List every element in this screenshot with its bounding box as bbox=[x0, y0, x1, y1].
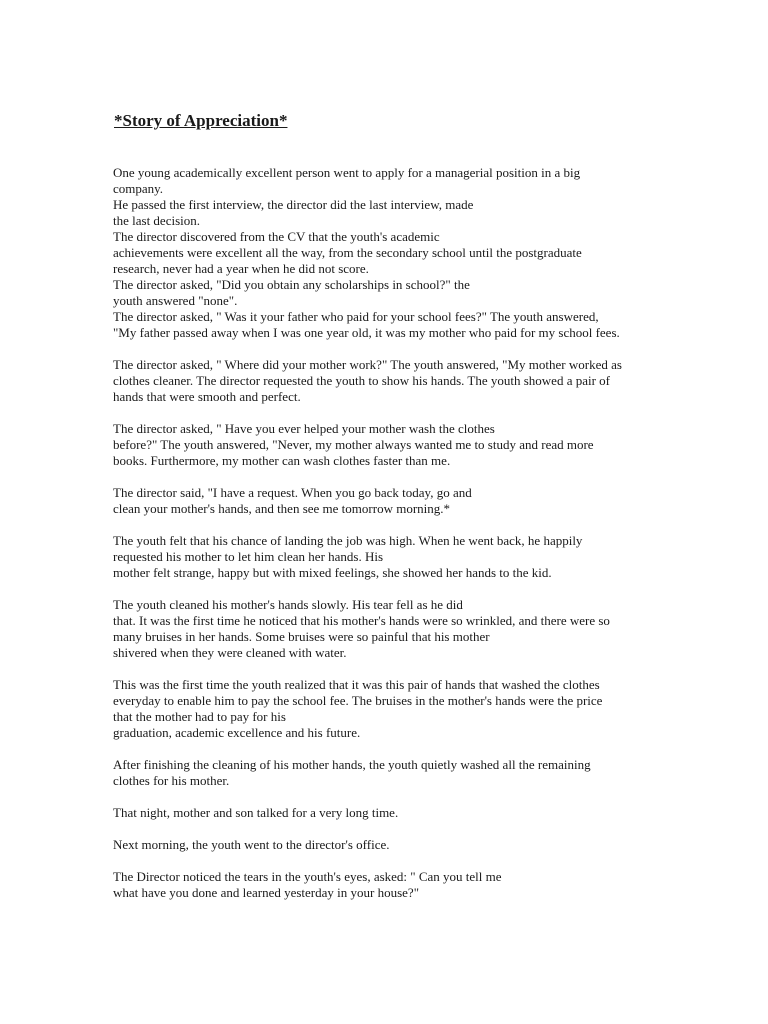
text-line: That night, mother and son talked for a very long time. bbox=[113, 805, 399, 820]
text-line: The youth cleaned his mother's hands slowly. His tear fell as he did bbox=[113, 597, 463, 612]
text-line: many bruises in her hands. Some bruises were so painful that his mother bbox=[113, 629, 490, 644]
text-line: Next morning, the youth went to the director's office. bbox=[113, 837, 390, 852]
text-line: The director discovered from the CV that the youth's academic bbox=[113, 229, 440, 244]
text-line: shivered when they were cleaned with water. bbox=[113, 645, 347, 660]
text-line: clean your mother's hands, and then see me tomorrow morning.* bbox=[113, 501, 451, 516]
text-line: that. It was the first time he noticed that his mother's hands were so wrinkled, and there were so bbox=[113, 613, 610, 628]
text-line: what have you done and learned yesterday in your house?" bbox=[113, 885, 420, 900]
text-line: that the mother had to pay for his bbox=[113, 709, 286, 724]
text-line: graduation, academic excellence and his future. bbox=[113, 725, 361, 740]
story-paragraph bbox=[113, 485, 673, 517]
story-paragraph bbox=[113, 677, 673, 741]
story-paragraph bbox=[113, 357, 673, 405]
story-paragraph bbox=[113, 421, 673, 469]
text-line: before?" The youth answered, "Never, my mother always wanted me to study and read more bbox=[113, 437, 594, 452]
story-paragraph bbox=[113, 869, 673, 901]
story-paragraph bbox=[113, 165, 673, 341]
text-line: hands that were smooth and perfect. bbox=[113, 389, 301, 404]
text-line: He passed the first interview, the director did the last interview, made bbox=[113, 197, 474, 212]
text-line: achievements were excellent all the way, from the secondary school until the postgraduate bbox=[113, 245, 582, 260]
text-line: company. bbox=[113, 181, 164, 196]
story-title: *Story of Appreciation* bbox=[114, 111, 288, 130]
text-line: everyday to enable him to pay the school fee. The bruises in the mother's hands were the price bbox=[113, 693, 603, 708]
story-paragraph bbox=[113, 533, 673, 581]
text-line: books. Furthermore, my mother can wash clothes faster than me. bbox=[113, 453, 451, 468]
text-line: requested his mother to let him clean her hands. His bbox=[113, 549, 384, 564]
text-line: The Director noticed the tears in the youth's eyes, asked: " Can you tell me bbox=[113, 869, 502, 884]
text-line: The director asked, " Have you ever helped your mother wash the clothes bbox=[113, 421, 495, 436]
text-line: The youth felt that his chance of landing the job was high. When he went back, he happily bbox=[113, 533, 583, 548]
text-line: The director asked, " Where did your mother work?" The youth answered, "My mother worked as bbox=[113, 357, 622, 372]
story-body bbox=[113, 165, 673, 917]
text-line: clothes for his mother. bbox=[113, 773, 230, 788]
text-line: the last decision. bbox=[113, 213, 201, 228]
text-line: This was the first time the youth realized that it was this pair of hands that washed the clothes bbox=[113, 677, 600, 692]
text-line: The director asked, " Was it your father who paid for your school fees?" The youth answered, bbox=[113, 309, 599, 324]
text-line: "My father passed away when I was one year old, it was my mother who paid for my school fees. bbox=[113, 325, 620, 340]
text-line: mother felt strange, happy but with mixed feelings, she showed her hands to the kid. bbox=[113, 565, 552, 580]
story-paragraph bbox=[113, 757, 673, 789]
story-paragraph bbox=[113, 805, 673, 821]
text-line: clothes cleaner. The director requested the youth to show his hands. The youth showed a pair of bbox=[113, 373, 611, 388]
text-line: One young academically excellent person went to apply for a managerial position in a big bbox=[113, 165, 581, 180]
text-line: youth answered "none". bbox=[113, 293, 238, 308]
text-line: research, never had a year when he did not score. bbox=[113, 261, 369, 276]
story-paragraph bbox=[113, 837, 673, 853]
story-paragraph bbox=[113, 597, 673, 661]
text-line: The director said, "I have a request. When you go back today, go and bbox=[113, 485, 472, 500]
text-line: After finishing the cleaning of his mother hands, the youth quietly washed all the remaining bbox=[113, 757, 591, 772]
text-line: The director asked, "Did you obtain any scholarships in school?" the bbox=[113, 277, 470, 292]
